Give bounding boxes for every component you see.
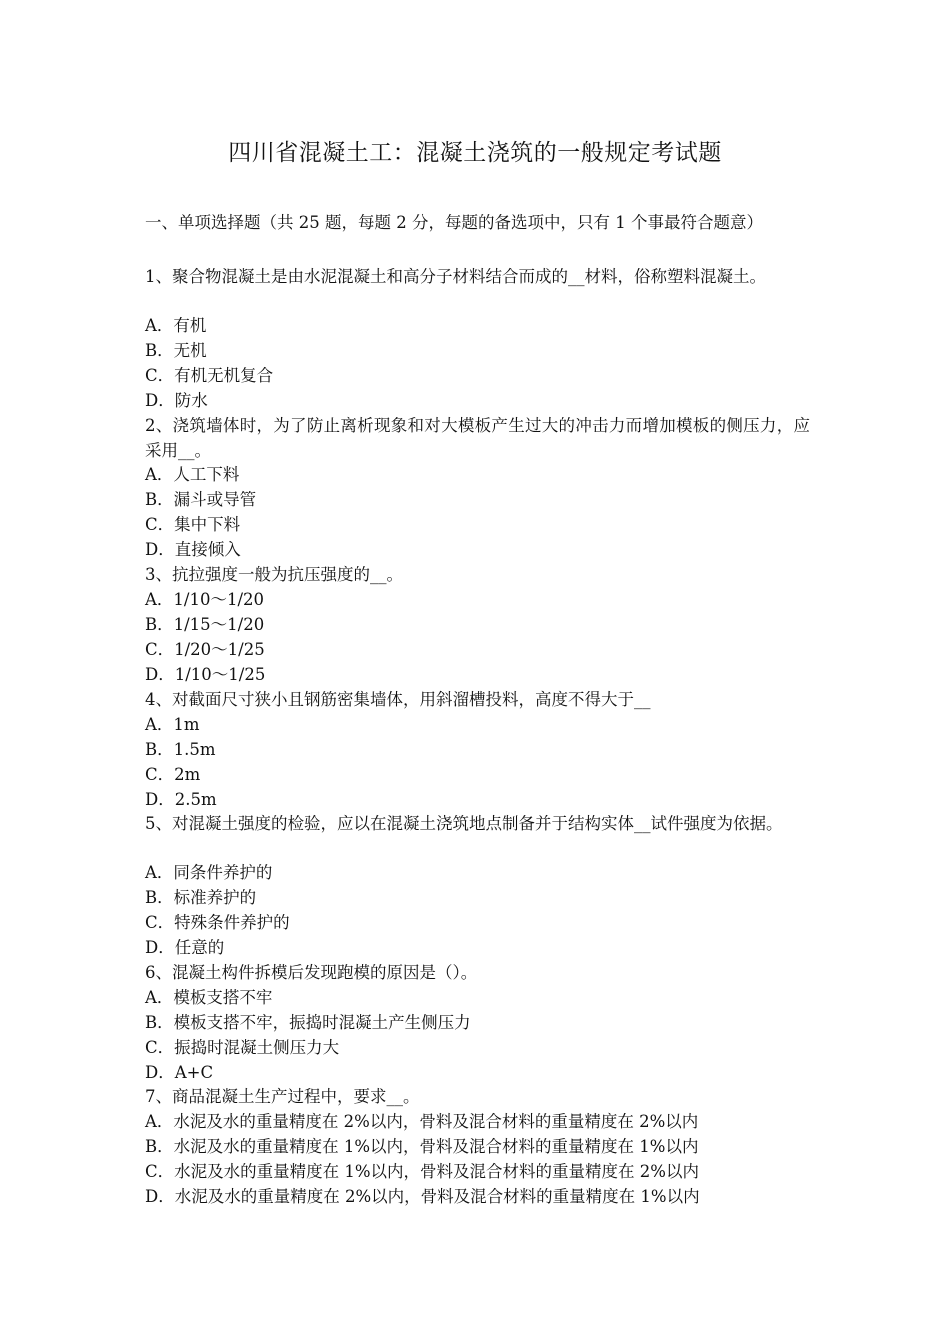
question-6-option-b: B．模板支搭不牢，振捣时混凝土产生侧压力 bbox=[145, 1013, 471, 1032]
question-6-option-d: D．A+C bbox=[145, 1063, 214, 1082]
question-4-option-a: A．1m bbox=[145, 715, 200, 734]
question-7-option-d: D．水泥及水的重量精度在 2%以内，骨料及混合材料的重量精度在 1%以内 bbox=[145, 1187, 700, 1206]
question-1-option-c: C．有机无机复合 bbox=[145, 366, 274, 385]
question-4-option-c: C．2m bbox=[145, 765, 201, 784]
question-7-option-a: A．水泥及水的重量精度在 2%以内，骨料及混合材料的重量精度在 2%以内 bbox=[145, 1112, 699, 1131]
question-1-option-a: A．有机 bbox=[145, 316, 207, 335]
question-7-option-c: C．水泥及水的重量精度在 1%以内，骨料及混合材料的重量精度在 2%以内 bbox=[145, 1162, 699, 1181]
question-3-text: 3、抗拉强度一般为抗压强度的__。 bbox=[145, 565, 403, 584]
question-2-option-a: A．人工下料 bbox=[145, 465, 240, 484]
question-3-option-a: A．1/10～1/20 bbox=[145, 590, 265, 609]
question-4-option-b: B．1.5m bbox=[145, 740, 216, 759]
question-5-option-d: D．任意的 bbox=[145, 938, 225, 957]
question-6-text: 6、混凝土构件拆模后发现跑模的原因是（）。 bbox=[145, 963, 478, 982]
question-6-option-c: C．振捣时混凝土侧压力大 bbox=[145, 1038, 340, 1057]
question-4-text: 4、对截面尺寸狭小且钢筋密集墙体，用斜溜槽投料，高度不得大于__ bbox=[145, 690, 651, 709]
question-2-option-d: D．直接倾入 bbox=[145, 540, 241, 559]
question-4-option-d: D．2.5m bbox=[145, 790, 217, 809]
question-1-text: 1、聚合物混凝土是由水泥混凝土和高分子材料结合而成的__材料，俗称塑料混凝土。 bbox=[145, 267, 766, 286]
question-1-option-d: D．防水 bbox=[145, 391, 208, 410]
section-heading: 一、单项选择题（共 25 题，每题 2 分，每题的备选项中，只有 1 个事最符合题意） bbox=[145, 213, 763, 232]
question-5-option-b: B．标准养护的 bbox=[145, 888, 257, 907]
question-5-option-a: A．同条件养护的 bbox=[145, 863, 273, 882]
question-2-text: 2、浇筑墙体时，为了防止离析现象和对大模板产生过大的冲击力而增加模板的侧压力，应采用__。 bbox=[145, 416, 810, 460]
document-title: 四川省混凝土工：混凝土浇筑的一般规定考试题 bbox=[228, 140, 722, 166]
question-7-option-b: B．水泥及水的重量精度在 1%以内，骨料及混合材料的重量精度在 1%以内 bbox=[145, 1137, 699, 1156]
question-3-option-b: B．1/15～1/20 bbox=[145, 615, 265, 634]
question-3-option-c: C．1/20～1/25 bbox=[145, 640, 265, 659]
question-7-text: 7、商品混凝土生产过程中，要求__。 bbox=[145, 1087, 420, 1106]
question-5-option-c: C．特殊条件养护的 bbox=[145, 913, 290, 932]
question-1-option-b: B．无机 bbox=[145, 341, 207, 360]
question-3-option-d: D．1/10～1/25 bbox=[145, 665, 266, 684]
question-6-option-a: A．模板支搭不牢 bbox=[145, 988, 273, 1007]
question-2-option-c: C．集中下料 bbox=[145, 515, 241, 534]
question-2-option-b: B．漏斗或导管 bbox=[145, 490, 257, 509]
question-5-text: 5、对混凝土强度的检验，应以在混凝土浇筑地点制备并于结构实体__试件强度为依据。 bbox=[145, 814, 783, 833]
